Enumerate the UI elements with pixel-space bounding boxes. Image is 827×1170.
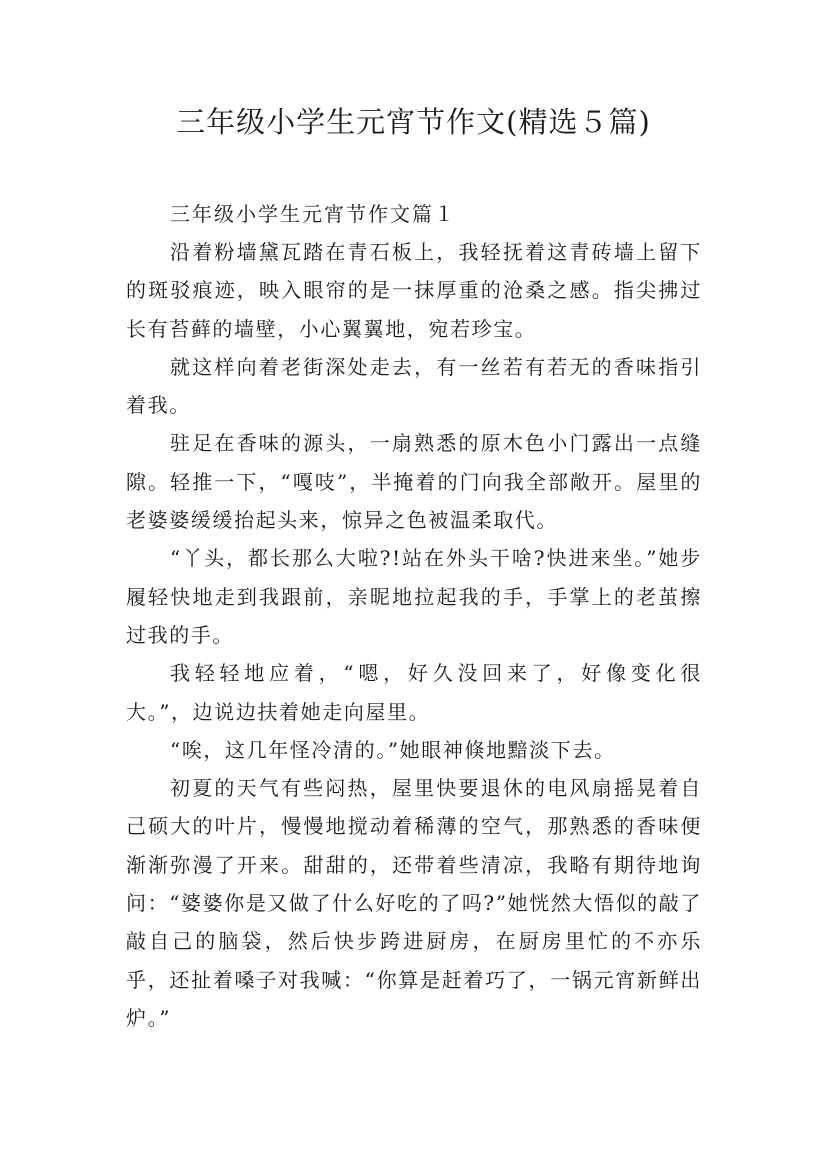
paragraph-3: 驻足在香味的源头，一扇熟悉的原木色小门露出一点缝隙。轻推一下，“嘎吱”，半掩着的门向我全部敞开。屋里的老婆婆缓缓抬起头来，惊异之色被温柔取代。 xyxy=(126,431,702,533)
document-body xyxy=(126,195,702,1037)
paragraph-4: “丫头，都长那么大啦?!站在外头干啥?快进来坐。”她步履轻快地走到我跟前，亲昵地拉起我的手，手掌上的老茧擦过我的手。 xyxy=(126,546,702,647)
document-title: 三年级小学生元宵节作文(精选５篇) xyxy=(176,105,651,139)
paragraph-2: 就这样向着老街深处走去，有一丝若有若无的香味指引着我。 xyxy=(126,354,702,418)
paragraph-7: 初夏的天气有些闷热，屋里快要退休的电风扇摇晃着自己硕大的叶片，慢慢地搅动着稀薄的空气，那熟悉的香味便渐渐弥漫了开来。甜甜的，还带着些清凉，我略有期待地询问：“婆婆你是又做了什么好吃的了吗?”她恍然大悟似的敲了敲自己的脑袋，然后快步跨进厨房，在厨房里忙的不亦乐乎，还扯着嗓子对我喊：“你算是赶着巧了，一锅元宵新鲜出炉。” xyxy=(126,776,702,1030)
section-heading: 三年级小学生元宵节作文篇１ xyxy=(170,202,456,226)
paragraph-6: “唉，这几年怪冷清的。”她眼神倏地黯淡下去。 xyxy=(170,737,616,762)
paragraph-1: 沿着粉墙黛瓦踏在青石板上，我轻抚着这青砖墙上留下的斑驳痕迹，映入眼帘的是一抹厚重的沧桑之感。指尖拂过长有苔藓的墙壁，小心翼翼地，宛若珍宝。 xyxy=(126,240,702,341)
paragraph-5: 我轻轻地应着，“嗯，好久没回来了，好像变化很大。”，边说边扶着她走向屋里。 xyxy=(126,661,702,724)
